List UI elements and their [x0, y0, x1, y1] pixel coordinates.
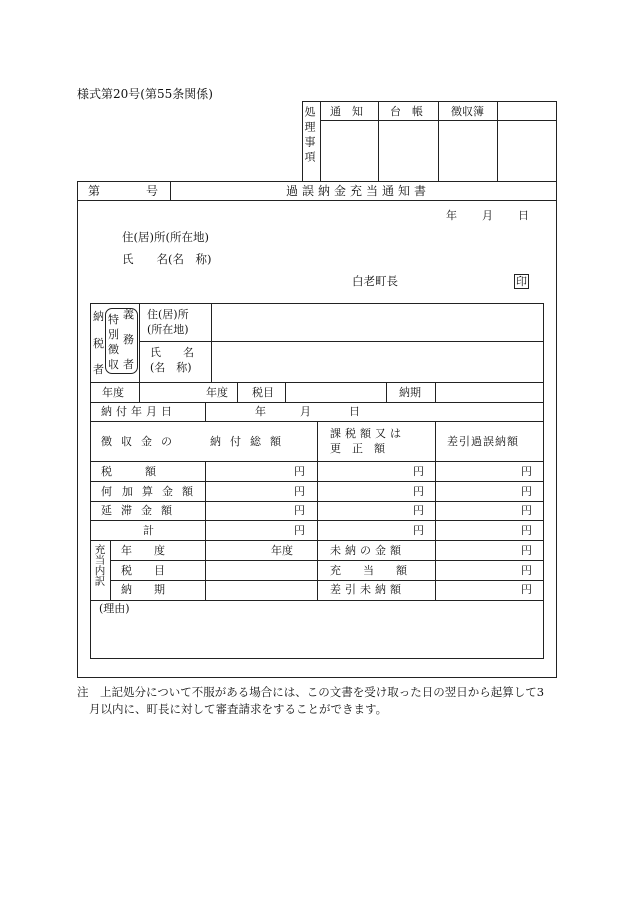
special-char-1: 特 [108, 313, 119, 326]
late-fee-label: 延滞金額 [101, 504, 181, 517]
allocated-amount-label: 充 当 額 [330, 564, 407, 577]
amount-header-col4: 差引過誤納額 [447, 435, 519, 448]
yen-unit: 円 [521, 504, 532, 517]
yen-unit: 円 [413, 465, 424, 478]
special-char-3: 徴 [108, 343, 119, 356]
taxpayer-label-mid: 税 [93, 337, 104, 350]
taxpayer-address-label-2: (所在地) [147, 323, 189, 336]
yen-unit: 円 [521, 485, 532, 498]
date-day: 日 [518, 209, 529, 222]
date-month: 月 [482, 209, 493, 222]
amount-header-col2: 納付総額 [210, 435, 290, 448]
yen-unit: 円 [521, 465, 532, 478]
yen-unit: 円 [413, 504, 424, 517]
taxpayer-label-top: 納 [93, 310, 104, 323]
yen-unit: 円 [294, 465, 305, 478]
form-label: 様式第20号(第55条関係) [77, 87, 213, 101]
reason-label: (理由) [99, 602, 130, 615]
amount-header-col3-line2: 更 正 額 [330, 442, 385, 455]
additional-prefix: 何 [101, 485, 112, 498]
allocation-period-label: 納 期 [121, 583, 165, 596]
yen-unit: 円 [521, 524, 532, 537]
allocation-year-unit: 年度 [271, 544, 293, 557]
obligor-char-3: 者 [123, 358, 134, 371]
additional-amount-label: 加算金額 [122, 485, 202, 498]
tax-amount-label: 税 額 [101, 465, 156, 478]
processing-col-collection-book: 徴収簿 [451, 105, 484, 118]
issuer-name: 白老町長 [352, 274, 398, 288]
yen-unit: 円 [413, 485, 424, 498]
obligor-char-2: 務 [123, 333, 134, 346]
yen-unit: 円 [294, 485, 305, 498]
amount-header-col3-line1: 課税額又は [330, 427, 405, 440]
payment-date-label: 納付年月日 [101, 405, 176, 418]
taxpayer-name-label-1: 氏 名 [150, 346, 194, 359]
processing-heading: 処理事項 [303, 106, 316, 166]
number-label: 第 [88, 184, 101, 198]
remaining-unpaid-label: 差引未納額 [330, 583, 405, 596]
payment-date-year: 年 [255, 405, 266, 418]
obligor-char-1: 義 [123, 308, 134, 321]
recipient-address-label: 住(居)所(所在地) [122, 230, 209, 244]
taxpayer-name-label-2: (名 称) [150, 361, 192, 374]
recipient-name-label: 氏 名(名 称) [122, 252, 212, 266]
yen-unit: 円 [521, 544, 532, 557]
special-char-2: 別 [108, 328, 119, 341]
number-suffix: 号 [146, 184, 159, 198]
unpaid-amount-label: 未納の金額 [330, 544, 405, 557]
seal-mark: 印 [516, 275, 527, 288]
fiscal-year-unit: 年度 [206, 386, 228, 399]
note-line-1: 注 上記処分について不服がある場合には、この文書を受け取った日の翌日から起算して3 [77, 685, 545, 699]
tax-item-label: 税目 [252, 386, 274, 399]
yen-unit: 円 [413, 524, 424, 537]
note-line-2: 月以内に、町長に対して審査請求をすることができます。 [89, 702, 388, 716]
allocation-side-label: 充当内訳 [93, 544, 106, 586]
total-label: 計 [143, 524, 154, 537]
payment-date-month: 月 [300, 405, 311, 418]
processing-col-ledger: 台 帳 [390, 105, 423, 118]
yen-unit: 円 [294, 504, 305, 517]
yen-unit: 円 [521, 583, 532, 596]
fiscal-year-label: 年度 [102, 386, 124, 399]
processing-col-notice: 通 知 [330, 105, 363, 118]
date-year: 年 [446, 209, 457, 222]
special-char-4: 収 [108, 358, 119, 371]
taxpayer-label-bottom: 者 [93, 363, 104, 376]
yen-unit: 円 [294, 524, 305, 537]
allocation-year-label: 年 度 [121, 544, 165, 557]
payment-date-day: 日 [349, 405, 360, 418]
yen-unit: 円 [521, 564, 532, 577]
taxpayer-address-label-1: 住(居)所 [147, 308, 189, 321]
document-title: 過誤納金充当通知書 [286, 184, 431, 198]
payment-period-label: 納期 [399, 386, 421, 399]
allocation-tax-item-label: 税 目 [121, 564, 165, 577]
amount-header-col1: 徴収金の [101, 435, 181, 448]
